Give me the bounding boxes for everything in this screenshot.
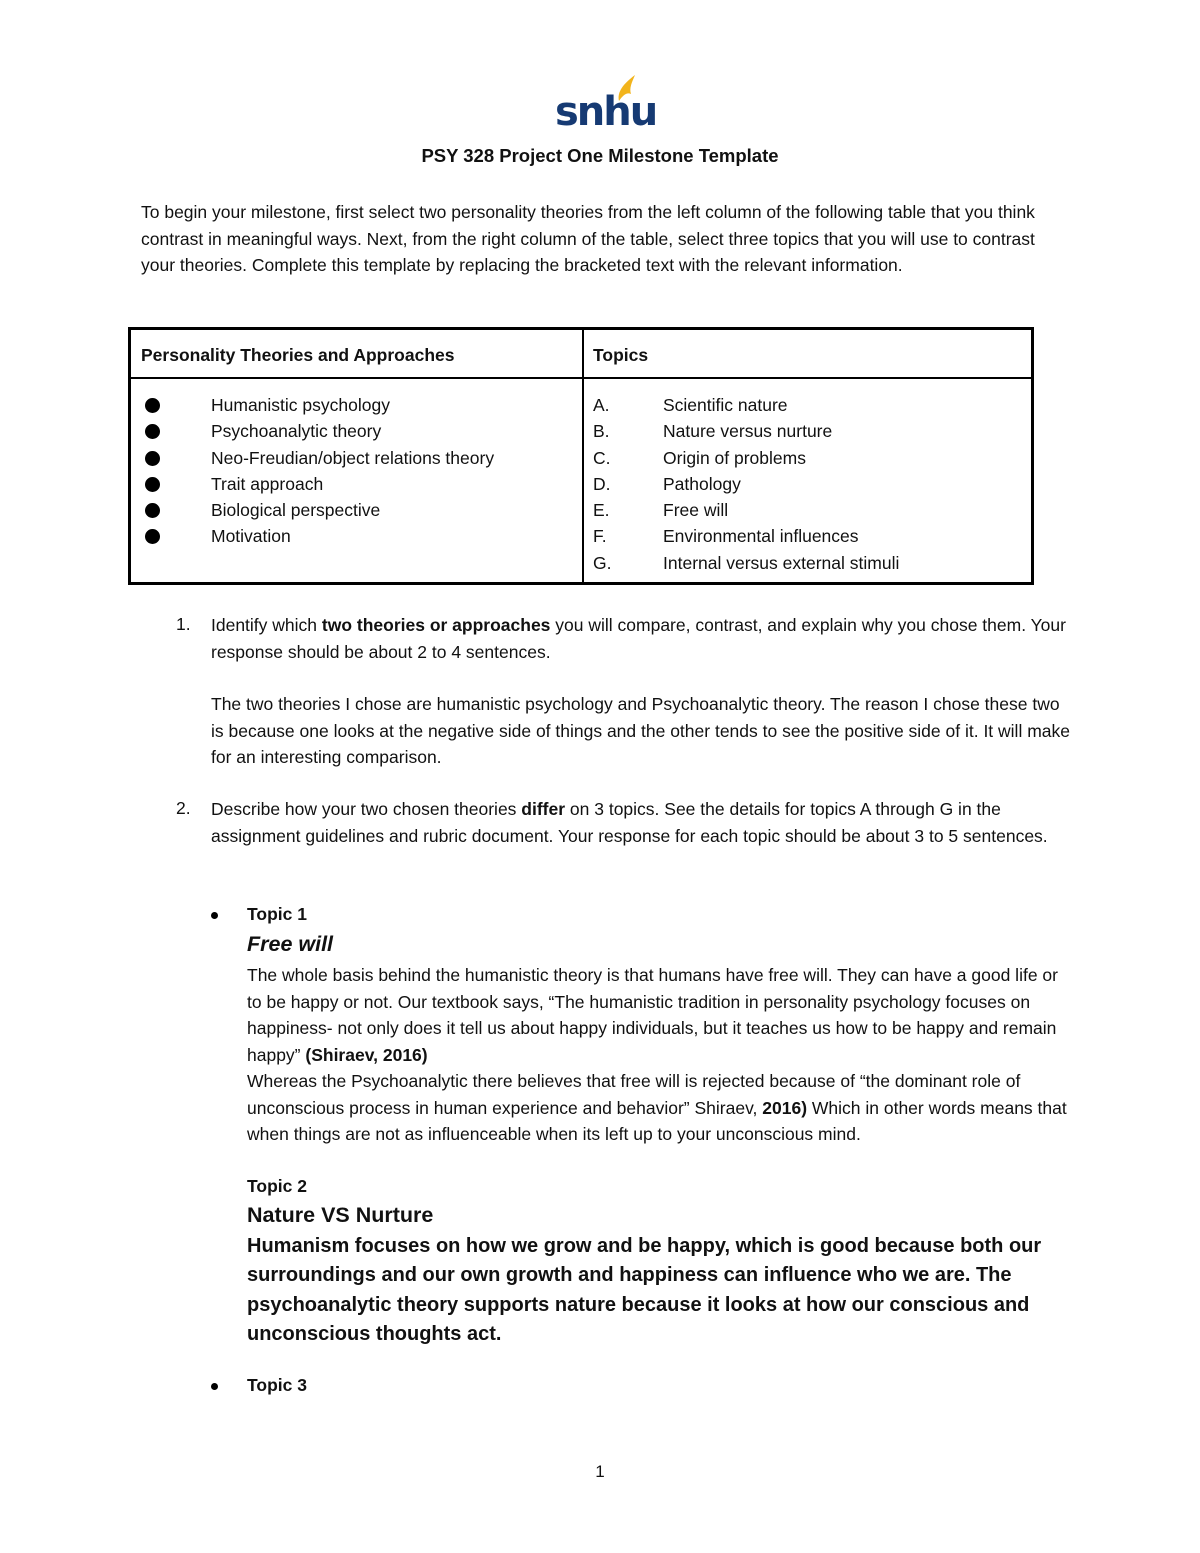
question-1-number: 1. bbox=[176, 614, 191, 634]
topic-2-body: Humanism focuses on how we grow and be happy, which is good because both our surroundings and our own growth and happiness can influence who we are. The psychoanalytic theory supports nature because it looks at how our conscious and unconscious thoughts act. bbox=[247, 1235, 1042, 1345]
bullet-icon bbox=[145, 398, 160, 413]
logo-wordmark: snhu bbox=[555, 89, 657, 135]
topic-1-label: Topic 1 bbox=[247, 904, 307, 924]
bullet-icon bbox=[145, 451, 160, 466]
topic-3-label: Topic 3 bbox=[247, 1375, 307, 1395]
table-column-divider bbox=[582, 330, 584, 582]
question-1-answer: The two theories I chose are humanistic psychology and Psychoanalytic theory. The reason I chose these two is because one looks at the negative side of things and the other tends to see the positive side of it. It will make for an interesting comparison. bbox=[211, 694, 1070, 767]
question-2-prompt: Describe how your two chosen theories differ on 3 topics. See the details for topics A through G in the assignment guidelines and rubric document. Your response for each topic should be about 3 to 5 sentences. bbox=[211, 799, 1048, 846]
theories-topics-table: Personality Theories and Approaches Topics Humanistic psychology Psychoanalytic theory Neo-Freudian/object relations theory Trait approach Biological perspective Motivation A. Scientific nature B. Nature versus nurture C. Origin of problems D. Pathology E. Free will F. Environmental influences G. Internal versus external stimuli bbox=[128, 327, 1034, 585]
question-2-number: 2. bbox=[176, 798, 191, 818]
table-header-topics: Topics bbox=[593, 345, 649, 365]
topic-1-paragraph-2: Whereas the Psychoanalytic there believes that free will is rejected because of “the dominant role of unconscious process in human experience and behavior” Shiraev, 2016) Which in other words means that when things are not as influenceable when its left up to your unconscious mind. bbox=[247, 1071, 1067, 1144]
bullet-icon bbox=[145, 503, 160, 518]
table-header-theories: Personality Theories and Approaches bbox=[141, 345, 455, 365]
table-header-divider bbox=[131, 377, 1031, 379]
page-title: PSY 328 Project One Milestone Template bbox=[421, 145, 779, 166]
bullet-icon bbox=[145, 477, 160, 492]
topic-1-heading: Free will bbox=[247, 932, 334, 956]
bullet-icon bbox=[211, 912, 218, 919]
bullet-icon bbox=[145, 529, 160, 544]
topic-2-heading: Nature VS Nurture bbox=[247, 1203, 434, 1227]
page-number: 1 bbox=[595, 1462, 605, 1481]
bullet-icon bbox=[211, 1383, 218, 1390]
bullet-icon bbox=[145, 424, 160, 439]
snhu-logo bbox=[555, 74, 657, 135]
question-1-prompt: Identify which two theories or approaches you will compare, contrast, and explain why you chose them. Your response should be about 2 to 4 sentences. bbox=[211, 615, 1066, 662]
intro-paragraph: To begin your milestone, first select two personality theories from the left column of the following table that you think contrast in meaningful ways. Next, from the right column of the table, select three topics that you will use to contrast your theories. Complete this template by replacing the bracketed text with the relevant information. bbox=[141, 202, 1035, 275]
topic-1-paragraph-1: The whole basis behind the humanistic theory is that humans have free will. They can have a good life or to be happy or not. Our textbook says, “The humanistic tradition in personality psychology focuses on happiness- not only does it tell us about happy individuals, but it teaches us how to be happy and remain happy” (Shiraev, 2016) bbox=[247, 965, 1058, 1065]
topic-2-label: Topic 2 bbox=[247, 1176, 307, 1196]
